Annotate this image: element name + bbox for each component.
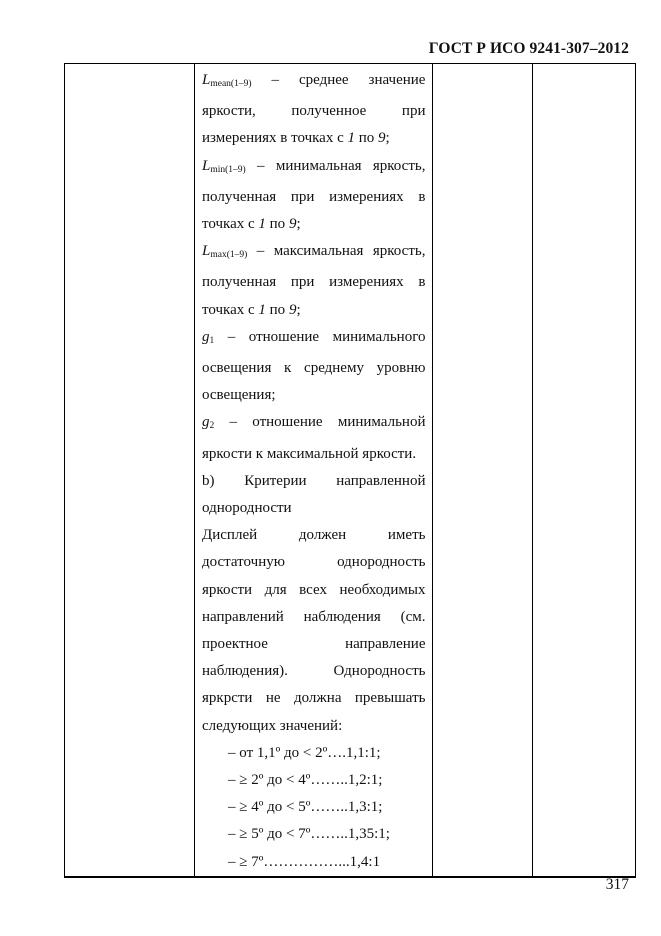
definition-lmax (202, 238, 425, 324)
table-cell-col2 (195, 64, 433, 877)
standard-table (64, 63, 636, 878)
criteria-text: Дисплей должен иметь достаточную однородность яркости для всех необходимых направлений наблюдения (см. проектное направление наблюдения). Однородность яркрсти не должна превышать следующих значений: (202, 527, 426, 734)
table-row (65, 64, 636, 877)
definition-text: – отношение минимального освещения к среднему уровню освещения; (202, 328, 426, 404)
symbol: L (202, 157, 211, 174)
table-cell-col1 (65, 64, 195, 877)
definition-text: – отношение минимальной яркости к максимальной яркости. (202, 414, 426, 462)
terminator: ; (296, 216, 301, 233)
definition-text: – среднее значение яркости, полученное при измерениях в точках с (202, 72, 426, 147)
list-item: – ≥ 4º до < 5º……..1,3:1; (228, 799, 383, 816)
connector: по (265, 301, 289, 318)
document-header-code: ГОСТ Р ИСО 9241-307–2012 (428, 40, 629, 57)
point-from: 1 (347, 130, 355, 147)
list-item: – ≥ 7º……………...1,4:1 (228, 853, 381, 870)
subscript: 1 (209, 335, 215, 346)
point-to: 9 (288, 301, 297, 318)
list-item: – ≥ 5º до < 7º……..1,35:1; (228, 826, 390, 843)
symbol: g (202, 414, 210, 431)
connector: по (265, 216, 289, 233)
point-to: 9 (288, 216, 297, 233)
symbol: L (202, 72, 211, 88)
definition-text: – минимальная яркость, полученная при измерениях в точках с (202, 157, 426, 233)
symbol: L (202, 243, 211, 260)
subscript: mean(1–9) (210, 79, 252, 89)
connector: по (355, 130, 379, 147)
definition-text: – максимальная яркость, полученная при измерениях в точках с (202, 243, 426, 318)
page-number: 317 (605, 876, 629, 893)
list-item: – от 1,1º до < 2º….1,1:1; (228, 744, 381, 761)
definition-g1 (202, 324, 425, 410)
list-item: – ≥ 2º до < 4º……..1,2:1; (228, 772, 383, 789)
terminator: ; (385, 130, 390, 147)
point-from: 1 (258, 301, 266, 318)
point-from: 1 (258, 216, 266, 233)
subscript: max(1–9) (210, 250, 248, 261)
definition-g2 (202, 409, 425, 467)
symbol: g (202, 328, 210, 345)
definition-lmin (202, 153, 425, 239)
table-cell-col3 (433, 64, 532, 877)
point-to: 9 (378, 130, 386, 147)
criteria-heading: b) Критерии направленной однородности (202, 472, 426, 517)
cell-content (195, 64, 432, 876)
table-cell-col4 (532, 64, 635, 877)
terminator: ; (296, 301, 301, 318)
definition-lmean (202, 67, 425, 153)
subscript: 2 (209, 421, 215, 432)
subscript: min(1–9) (210, 164, 246, 175)
